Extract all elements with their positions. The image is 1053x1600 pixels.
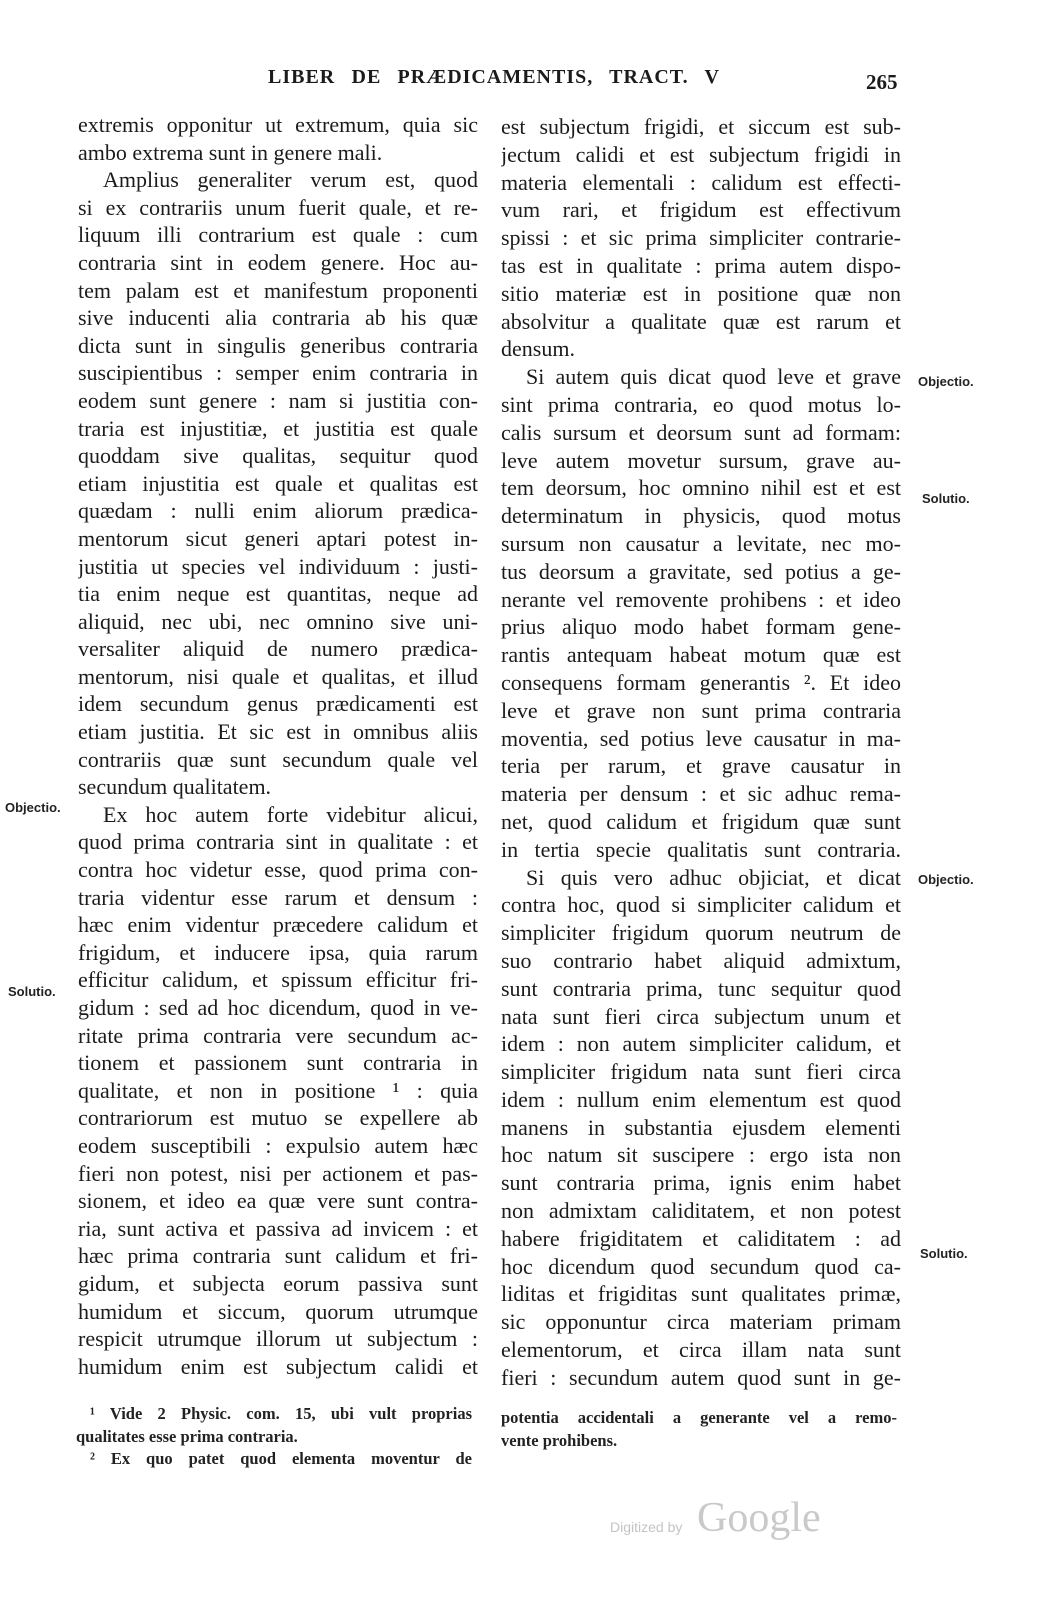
left-text-column [78,111,478,1380]
text-line: etiam justitia. Et sic est in omnibus aliis [78,719,478,745]
text-line: eodem susceptibili : expulsio autem hæc [78,1132,478,1158]
text-line: jectum calidi et est subjectum frigidi in [501,141,901,167]
margin-note-objectio: Objectio. [918,872,974,887]
text-line: liquum illi contrarium est quale : cum [78,222,478,248]
text-line: suo contrario habet aliquid admixtum, [501,947,901,973]
text-line: hoc natum sit suscipere : ergo ista non [501,1142,901,1168]
text-line: spissi : et sic prima simpliciter contrarie- [501,225,901,251]
text-line: vum rari, et frigidum est effectivum [501,197,901,223]
footnote-line: potentia accidentali a generante vel a remo- [501,1408,897,1427]
text-line: sive inducenti alia contraria ab his quæ [78,305,478,331]
text-line: contrariorum est mutuo se expellere ab [78,1105,478,1131]
text-line: contrariis quæ sunt secundum quale vel [78,746,478,772]
text-line: prius aliquo modo habet formam gene- [501,614,901,640]
text-line: tia enim neque est quantitas, neque ad [78,581,478,607]
footnote-line: vente prohibens. [501,1430,618,1450]
text-line: hoc dicendum quod secundum quod ca- [501,1253,901,1279]
text-line: contra hoc videtur esse, quod prima con- [78,857,478,883]
footnote-line: ² Ex quo patet quod elementa moventur de [90,1449,472,1468]
text-line: densum. [501,336,575,362]
text-line: gidum, et subjecta eorum passiva sunt [78,1270,478,1296]
text-line: contraria sint in eodem genere. Hoc au- [78,249,478,275]
text-line: net, quod calidum et frigidum quæ sunt [501,808,901,834]
text-line: mentorum, nisi quale et qualitas, et illud [78,663,478,689]
text-line: manens in substantia ejusdem elementi [501,1114,901,1140]
text-line: fieri non potest, nisi per actionem et pas- [78,1160,478,1186]
text-line: quod prima contraria sint in qualitate : et [78,829,478,855]
text-line: simpliciter frigidum nata sunt fieri circa [501,1059,901,1085]
text-line: ria, sunt activa et passiva ad invicem : et [78,1215,478,1241]
text-line: teria per rarum, et grave causatur in [501,753,901,779]
text-line: in tertia specie qualitatis sunt contraria. [501,836,901,862]
margin-note-objectio: Objectio. [5,800,61,815]
text-line: secundum qualitatem. [78,774,272,800]
text-line: sitio materiæ est in positione quæ non [501,280,901,306]
text-line: nata sunt fieri circa subjectum unum et [501,1003,901,1029]
margin-note-objectio: Objectio. [918,374,974,389]
text-line: sunt contraria prima, tunc sequitur quod [501,975,901,1001]
text-line: aliquid, nec ubi, nec omnino sive uni- [78,608,478,634]
text-line: efficitur calidum, et spissum efficitur fri- [78,967,478,993]
text-line: versaliter aliquid de numero prædica- [78,636,478,662]
text-line: nerante vel removente prohibens : et ideo [501,586,901,612]
text-line: elementorum, et circa illam nata sunt [501,1337,901,1363]
text-line: tem deorsum, hoc omnino nihil est et est [501,475,901,501]
text-line: eodem sunt genere : nam si justitia con- [78,387,478,413]
right-text-column [501,113,901,1392]
text-line: materia per densum : et sic adhuc rema- [501,781,901,807]
text-line: hæc enim videntur præcedere calidum et [78,912,478,938]
text-line: quoddam sive qualitas, sequitur quod [78,443,478,469]
text-line: Si quis vero adhuc objiciat, et dicat [526,864,901,890]
margin-note-solutio: Solutio. [8,984,56,999]
text-line: idem : non autem simpliciter calidum, et [501,1031,901,1057]
text-line: gidum : sed ad hoc dicendum, quod in ve- [78,995,478,1020]
text-line: qualitate, et non in positione ¹ : quia [78,1077,478,1103]
text-line: sionem, et ideo ea quæ vere sunt contra- [78,1188,478,1214]
text-line: humidum et siccum, quorum utrumque [78,1298,478,1324]
text-line: Ex hoc autem forte videbitur alicui, [103,801,478,827]
text-line: tem palam est et manifestum proponenti [78,277,478,303]
text-line: ambo extrema sunt in genere mali. [78,139,383,165]
text-line: humidum enim est subjectum calidi et [78,1353,478,1379]
text-line: leve autem movetur sursum, grave au- [501,447,901,473]
text-line: moventia, sed potius leve causatur in ma- [501,725,901,751]
footnotes-right [501,1407,897,1452]
text-line: habere frigiditatem et caliditatem : ad [501,1225,901,1251]
text-line: dicta sunt in singulis generibus contraria [78,332,478,358]
text-line: Amplius generaliter verum est, quod [103,167,478,193]
text-line: est subjectum frigidi, et siccum est sub- [501,114,901,139]
text-line: sunt contraria prima, ignis enim habet [501,1170,901,1196]
text-line: determinatum in physicis, quod motus [501,503,901,529]
text-line: rantis antequam habeat motum quæ est [501,642,901,668]
text-line: non admixtam caliditatem, et non potest [501,1198,901,1224]
text-line: si ex contrariis unum fuerit quale, et re- [78,194,478,220]
text-line: sint prima contraria, eo quod motus lo- [501,391,901,417]
text-line: tas est in qualitate : prima autem dispo- [501,252,901,278]
google-watermark-logo: Google [697,1495,821,1541]
text-line: idem secundum genus prædicamenti est [78,691,478,717]
text-line: justitia ut species vel individuum : justi- [78,553,478,579]
text-line: suscipientibus : semper enim contraria in [78,360,478,386]
digitized-by-label: Digitized by [610,1519,683,1535]
text-line: tus deorsum a gravitate, sed potius a ge- [501,558,901,584]
text-line: consequens formam generantis ². Et ideo [501,669,901,695]
text-line: materia elementali : calidum est effecti- [501,169,901,195]
text-line: frigidum, et inducere ipsa, quia rarum [78,939,478,965]
text-line: extremis opponitur ut extremum, quia sic [78,112,478,137]
text-line: fieri : secundum autem quod sunt in ge- [501,1364,901,1390]
footnotes-left [76,1403,472,1471]
text-line: hæc prima contraria sunt calidum et fri- [78,1243,478,1269]
margin-note-solutio: Solutio. [920,1246,968,1261]
text-line: idem : nullum enim elementum est quod [501,1086,901,1112]
text-line: liditas et frigiditas sunt qualitates primæ, [501,1281,901,1307]
text-line: traria videntur esse rarum et densum : [78,884,478,910]
text-line: respicit utrumque illorum ut subjectum : [78,1326,478,1352]
text-line: Si autem quis dicat quod leve et grave [526,364,901,390]
text-line: traria est injustitiæ, et justitia est quale [78,415,478,441]
text-line: sursum non causatur a levitate, nec mo- [501,530,901,556]
footnote-line: ¹ Vide 2 Physic. com. 15, ubi vult proprias [90,1404,472,1423]
footnote-line: qualitates esse prima contraria. [76,1426,298,1446]
text-line: calis sursum et deorsum sunt ad formam: [501,419,901,445]
text-line: ritate prima contraria vere secundum ac- [78,1022,478,1048]
running-head-title: LIBER DE PRÆDICAMENTIS, TRACT. V [268,66,720,88]
text-line: etiam injustitia est quale et qualitas est [78,470,478,496]
text-line: sic opponuntur circa materiam primam [501,1309,901,1335]
text-line: mentorum sicut generi aptari potest in- [78,525,478,551]
text-line: tionem et passionem sunt contraria in [78,1050,478,1076]
text-line: leve et grave non sunt prima contraria [501,697,901,723]
text-line: contra hoc, quod si simpliciter calidum et [501,892,901,918]
text-line: quædam : nulli enim aliorum prædica- [78,498,478,524]
text-line: simpliciter frigidum quorum neutrum de [501,920,901,946]
text-line: absolvitur a qualitate quæ est rarum et [501,308,901,334]
margin-note-solutio: Solutio. [922,491,970,506]
page-number: 265 [866,70,898,94]
